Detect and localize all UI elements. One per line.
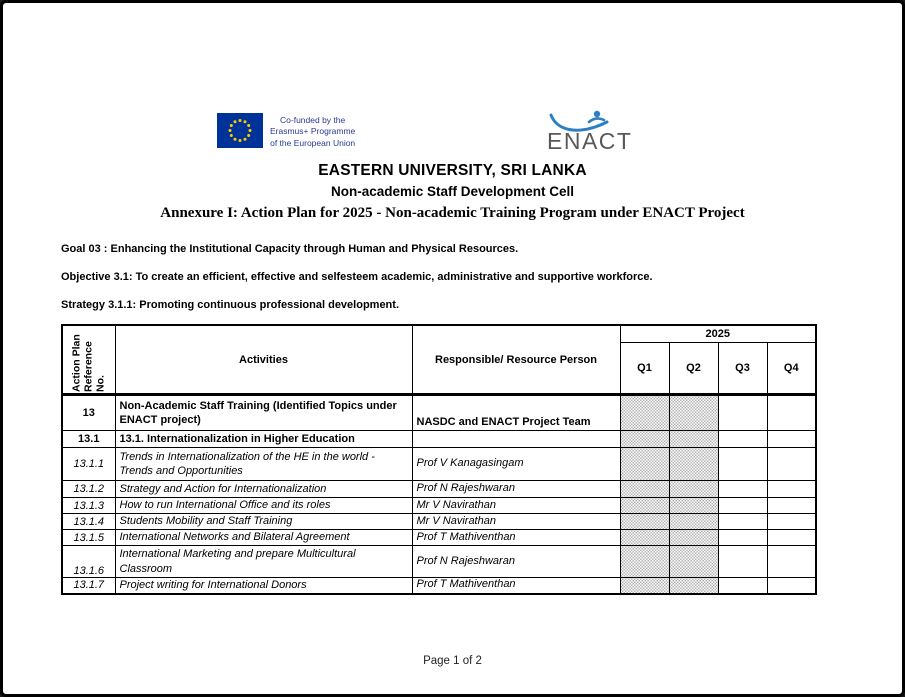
action-plan-table bbox=[61, 324, 817, 595]
table-row bbox=[62, 546, 816, 578]
table-row bbox=[62, 578, 816, 594]
quarter-cell bbox=[718, 578, 767, 594]
person-cell: Mr V Navirathan bbox=[412, 514, 620, 530]
responsible-header: Responsible/ Resource Person bbox=[412, 325, 620, 395]
quarter-cell bbox=[669, 448, 718, 481]
enact-logo-icon bbox=[541, 105, 631, 155]
quarter-cell bbox=[620, 395, 669, 431]
quarter-cell bbox=[767, 530, 816, 546]
activity-cell: How to run International Office and its roles bbox=[115, 498, 412, 514]
activity-cell: Students Mobility and Staff Training bbox=[115, 514, 412, 530]
ref-cell: 13.1.1 bbox=[62, 448, 115, 481]
quarter-cell bbox=[620, 514, 669, 530]
table-row bbox=[62, 395, 816, 431]
quarter-cell bbox=[767, 431, 816, 448]
eu-cofunded-logo bbox=[217, 113, 355, 149]
ref-cell: 13.1.5 bbox=[62, 530, 115, 546]
strategy-text: Strategy 3.1.1: Promoting continuous professional development. bbox=[61, 299, 399, 311]
quarter-cell bbox=[767, 578, 816, 594]
quarter-cell bbox=[669, 578, 718, 594]
quarter-cell bbox=[669, 546, 718, 578]
table-row bbox=[62, 448, 816, 481]
q1-header: Q1 bbox=[620, 343, 669, 395]
quarter-cell bbox=[620, 498, 669, 514]
ref-no-header: Action Plan Reference No. bbox=[62, 325, 115, 395]
quarter-cell bbox=[718, 448, 767, 481]
person-cell bbox=[412, 431, 620, 448]
activity-cell: Trends in Internationalization of the HE in the world - Trends and Opportunities bbox=[115, 448, 412, 481]
quarter-cell bbox=[620, 448, 669, 481]
plan-table-body bbox=[62, 395, 816, 594]
ref-cell: 13 bbox=[62, 395, 115, 431]
ref-cell: 13.1.4 bbox=[62, 514, 115, 530]
activity-cell: Project writing for International Donors bbox=[115, 578, 412, 594]
quarter-cell bbox=[718, 498, 767, 514]
activity-cell: International Networks and Bilateral Agreement bbox=[115, 530, 412, 546]
quarter-cell bbox=[767, 514, 816, 530]
quarter-cell bbox=[669, 395, 718, 431]
year-header: 2025 bbox=[620, 325, 816, 343]
table-row bbox=[62, 498, 816, 514]
q4-header: Q4 bbox=[767, 343, 816, 395]
quarter-cell bbox=[767, 498, 816, 514]
quarter-cell bbox=[718, 546, 767, 578]
quarter-cell bbox=[620, 431, 669, 448]
eu-flag-icon bbox=[217, 113, 263, 148]
activity-cell: 13.1. Internationalization in Higher Education bbox=[115, 431, 412, 448]
ref-cell: 13.1.2 bbox=[62, 481, 115, 498]
eu-cofunded-text: Co-funded by the Erasmus+ Programme of the European Union bbox=[270, 115, 356, 148]
table-row bbox=[62, 514, 816, 530]
person-cell: Prof N Rajeshwaran bbox=[412, 481, 620, 498]
quarter-cell bbox=[767, 481, 816, 498]
quarter-cell bbox=[718, 514, 767, 530]
annexure-title: Annexure I: Action Plan for 2025 - Non-academic Training Program under ENACT Project bbox=[160, 205, 745, 221]
ref-cell: 13.1.3 bbox=[62, 498, 115, 514]
svg-text:ENACT: ENACT bbox=[547, 128, 631, 154]
table-row bbox=[62, 431, 816, 448]
quarter-cell bbox=[620, 530, 669, 546]
quarter-cell bbox=[718, 431, 767, 448]
person-cell: Prof V Kanagasingam bbox=[412, 448, 620, 481]
table-row bbox=[62, 530, 816, 546]
quarter-cell bbox=[669, 481, 718, 498]
quarter-cell bbox=[767, 546, 816, 578]
quarter-cell bbox=[620, 546, 669, 578]
quarter-cell bbox=[718, 530, 767, 546]
quarter-cell bbox=[669, 498, 718, 514]
activity-cell: International Marketing and prepare Multicultural Classroom bbox=[115, 546, 412, 578]
ref-cell: 13.1.6 bbox=[62, 546, 115, 578]
quarter-cell bbox=[620, 578, 669, 594]
quarter-cell bbox=[767, 448, 816, 481]
ref-cell: 13.1.7 bbox=[62, 578, 115, 594]
quarter-cell bbox=[718, 395, 767, 431]
university-title: EASTERN UNIVERSITY, SRI LANKA bbox=[318, 162, 587, 179]
quarter-cell bbox=[669, 514, 718, 530]
table-header bbox=[62, 325, 816, 395]
cell-subtitle: Non-academic Staff Development Cell bbox=[330, 184, 575, 199]
person-cell: NASDC and ENACT Project Team bbox=[412, 395, 620, 431]
quarter-cell bbox=[620, 481, 669, 498]
quarter-cell bbox=[767, 395, 816, 431]
activity-cell: Strategy and Action for Internationalization bbox=[115, 481, 412, 498]
person-cell: Prof T Mathiventhan bbox=[412, 578, 620, 594]
objective-text: Objective 3.1: To create an efficient, effective and selfesteem academic, administrative and supportive workforce. bbox=[61, 271, 653, 283]
ref-cell: 13.1 bbox=[62, 431, 115, 448]
quarter-cell bbox=[669, 431, 718, 448]
quarter-cell bbox=[718, 481, 767, 498]
table-row bbox=[62, 481, 816, 498]
goal-text: Goal 03 : Enhancing the Institutional Capacity through Human and Physical Resources. bbox=[61, 243, 519, 255]
quarter-cell bbox=[669, 530, 718, 546]
page-number: Page 1 of 2 bbox=[423, 655, 482, 667]
q3-header: Q3 bbox=[718, 343, 767, 395]
activities-header: Activities bbox=[115, 325, 412, 395]
activity-cell: Non-Academic Staff Training (Identified Topics under ENACT project) bbox=[115, 395, 412, 431]
person-cell: Prof N Rajeshwaran bbox=[412, 546, 620, 578]
person-cell: Prof T Mathiventhan bbox=[412, 530, 620, 546]
person-cell: Mr V Navirathan bbox=[412, 498, 620, 514]
q2-header: Q2 bbox=[669, 343, 718, 395]
